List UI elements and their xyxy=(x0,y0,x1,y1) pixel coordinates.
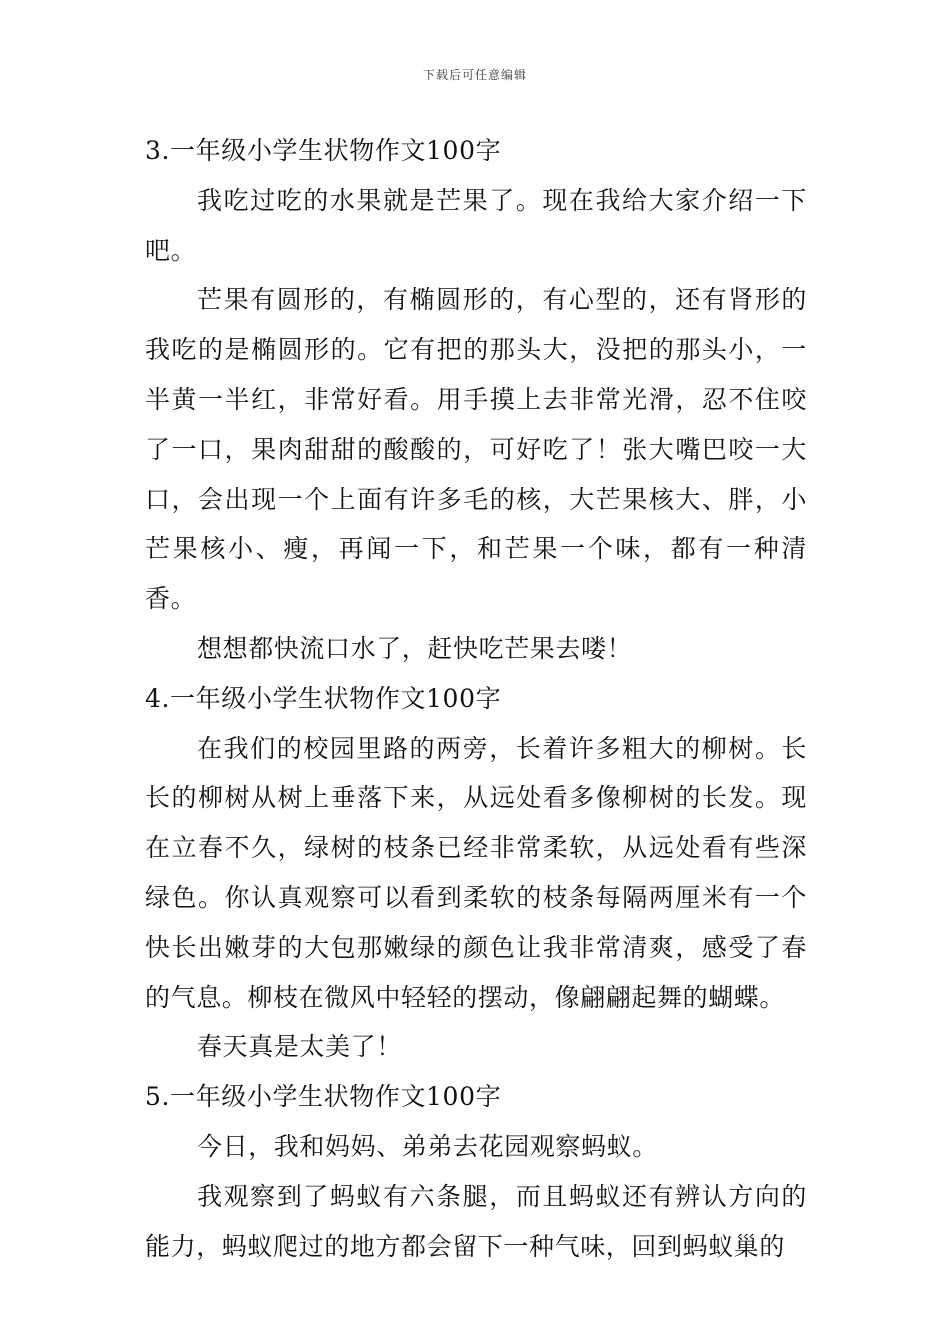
paragraph: 我吃过吃的水果就是芒果了。现在我给大家介绍一下吧。 xyxy=(145,185,807,265)
section-heading: 4.一年级小学生状物作文100字 xyxy=(145,683,502,713)
section-heading: 3.一年级小学生状物作文100字 xyxy=(145,136,502,165)
paragraph: 今日，我和妈妈、弟弟去花园观察蚂蚁。 xyxy=(197,1131,658,1161)
paragraph: 春天真是太美了！ xyxy=(197,1032,402,1062)
document-body xyxy=(145,126,807,1271)
paragraph: 芒果有圆形的，有椭圆形的，有心型的，还有肾形的我吃的是椭圆形的。它有把的那头大，没把的那头小，一半黄一半红，非常好看。用手摸上去非常光滑，忍不住咬了一口，果肉甜甜的酸酸的，可好吃了！张大嘴巴咬一大口，会出现一个上面有许多毛的核，大芒果核大、胖，小芒果核小、瘦，再闻一下，和芒果一个味，都有一种清香。 xyxy=(145,285,807,614)
paragraph: 我观察到了蚂蚁有六条腿，而且蚂蚁还有辨认方向的能力，蚂蚁爬过的地方都会留下一种气味，回到蚂蚁巢的 xyxy=(145,1181,807,1261)
page-header-note: 下载后可任意编辑 xyxy=(422,68,527,82)
paragraph: 在我们的校园里路的两旁，长着许多粗大的柳树。长长的柳树从树上垂落下来，从远处看多像柳树的长发。现在立春不久，绿树的枝条已经非常柔软，从远处看有些深绿色。你认真观察可以看到柔软的枝条每隔两厘米有一个快长出嫩芽的大包那嫩绿的颜色让我非常清爽，感受了春的气息。柳枝在微风中轻轻的摆动，像翩翩起舞的蝴蝶。 xyxy=(145,733,807,1012)
section-heading: 5.一年级小学生状物作文100字 xyxy=(145,1082,502,1112)
paragraph: 想想都快流口水了，赶快吃芒果去喽！ xyxy=(197,633,633,663)
